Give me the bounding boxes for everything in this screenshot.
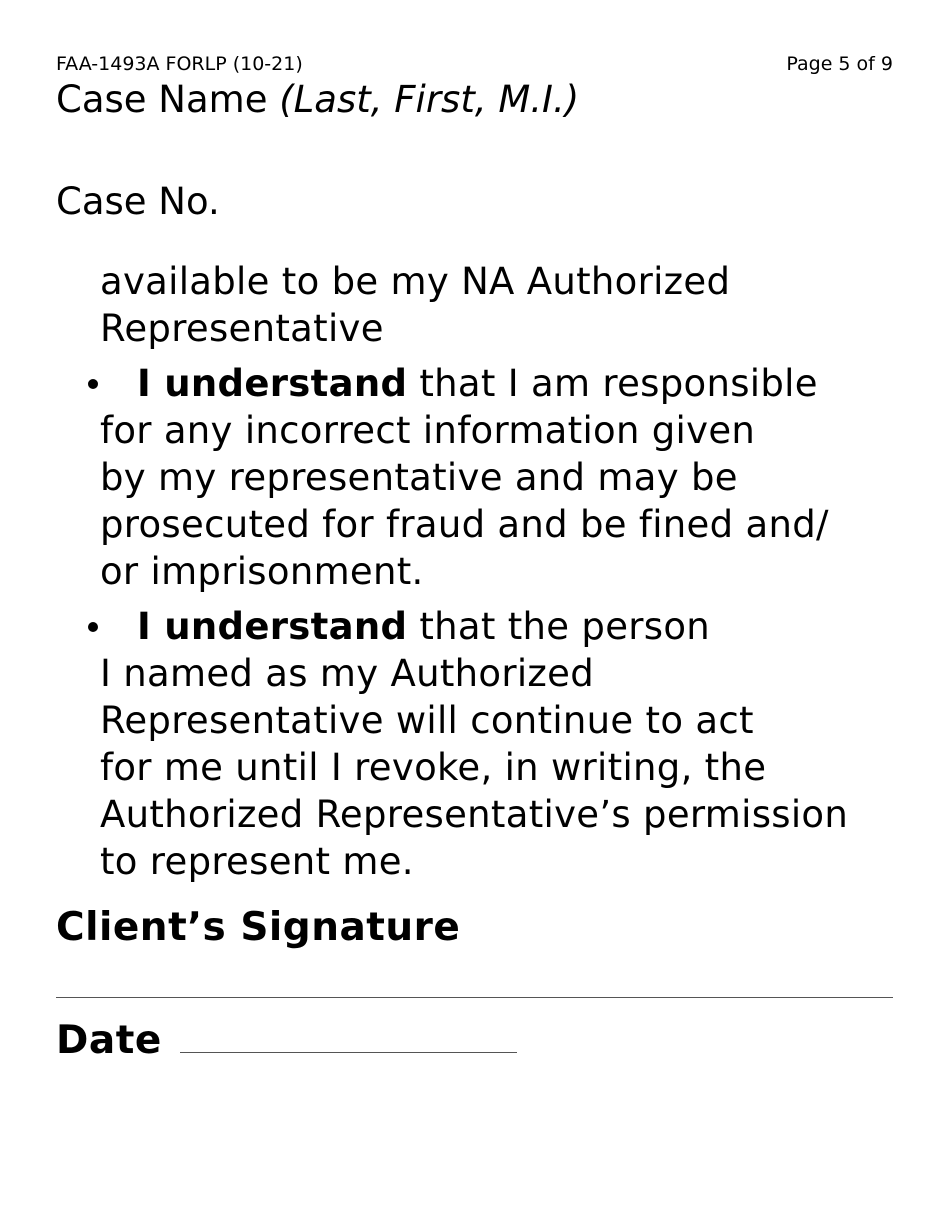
bullet-line: Representative will continue to act <box>100 699 754 742</box>
bullet-line: by my representative and may be <box>100 456 738 499</box>
page-number: Page 5 of 9 <box>786 53 893 75</box>
bullet-line: or imprisonment. <box>100 550 424 593</box>
date-field-line[interactable] <box>180 1052 517 1053</box>
case-name-label <box>56 78 579 122</box>
bullet-lead: I understand <box>137 362 408 405</box>
bullet-first-line-rest: that I am responsible <box>407 362 818 405</box>
bullet-item-continuation <box>80 603 900 885</box>
bullet-first-line-rest: that the person <box>407 605 711 648</box>
bullet-line: Authorized Representative’s permission <box>100 793 849 836</box>
bullet-icon <box>88 622 98 632</box>
bullet-icon <box>88 379 98 389</box>
bullet-line: for me until I revoke, in writing, the <box>100 746 767 789</box>
case-name-text: Case Name <box>56 78 268 121</box>
bullet-line: to represent me. <box>100 840 414 883</box>
continuation-line-1: available to be my NA Authorized <box>100 260 731 303</box>
bullet-first-line <box>80 360 900 407</box>
form-id: FAA-1493A FORLP (10-21) <box>56 53 303 75</box>
bullet-item-responsible <box>80 360 900 595</box>
bullet-line: for any incorrect information given <box>100 409 756 452</box>
continuation-paragraph <box>100 258 900 352</box>
bullet-lead: I understand <box>137 605 408 648</box>
case-name-hint: (Last, First, M.I.) <box>279 78 580 121</box>
case-number-label: Case No. <box>56 180 220 223</box>
bullet-line: prosecuted for fraud and be fined and/ <box>100 503 829 546</box>
bullet-line: I named as my Authorized <box>100 652 594 695</box>
signature-label: Client’s Signature <box>56 905 461 950</box>
date-label: Date <box>56 1018 162 1063</box>
bullet-first-line <box>80 603 900 650</box>
continuation-line-2: Representative <box>100 307 384 350</box>
signature-field-line[interactable] <box>56 997 893 998</box>
